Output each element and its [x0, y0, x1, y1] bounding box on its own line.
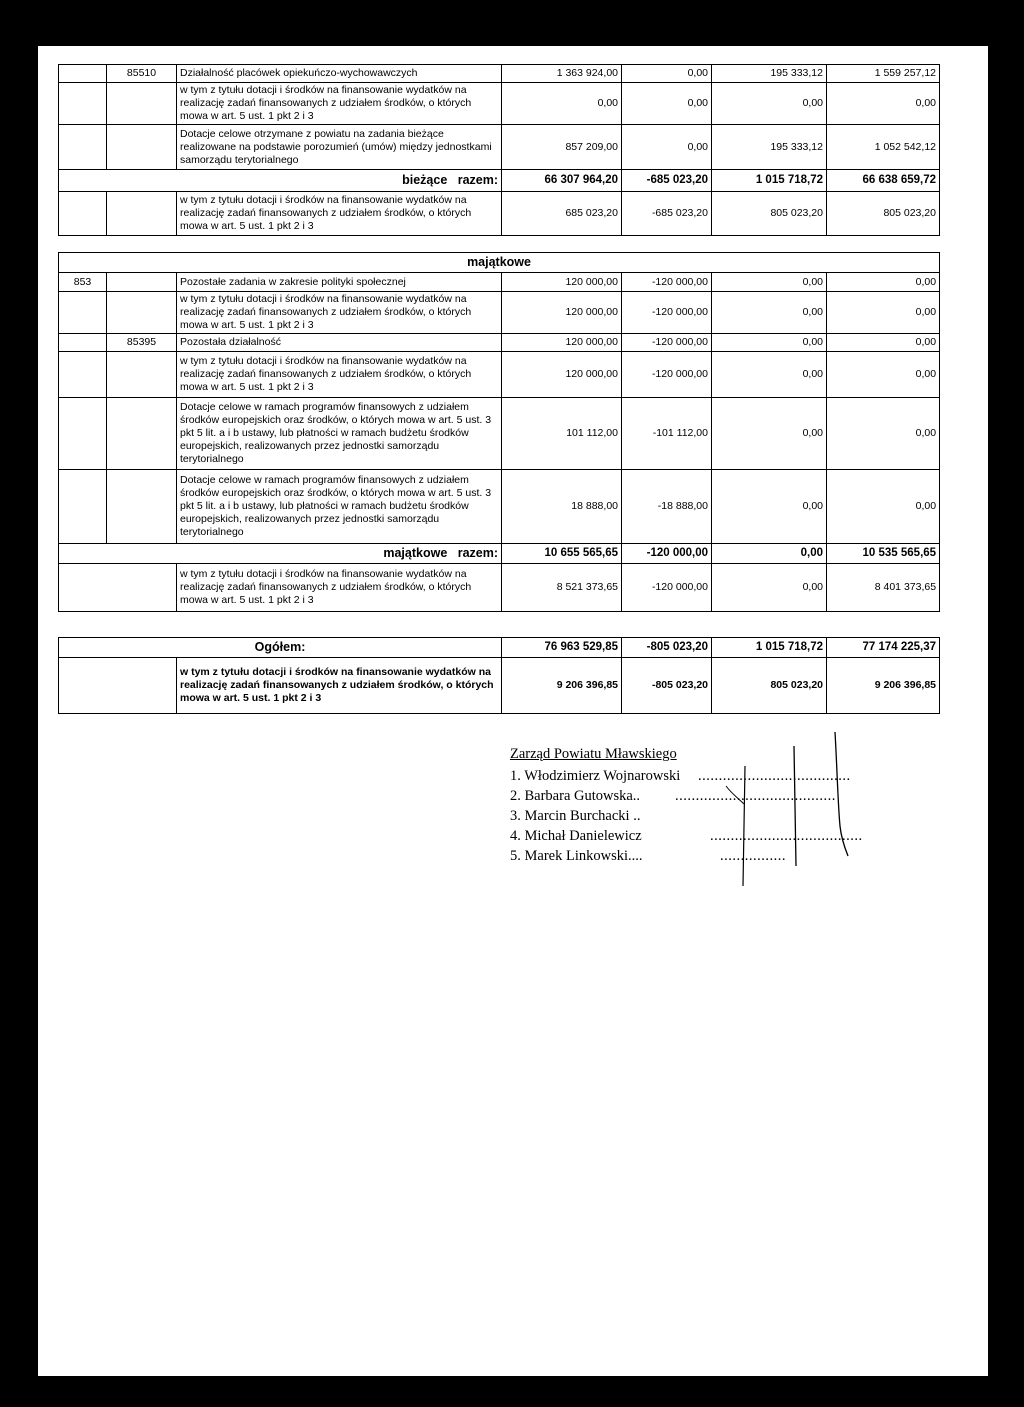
row-value-4: 0,00 — [827, 470, 940, 544]
total-label-sum: razem: — [457, 546, 498, 560]
row-value-4: 0,00 — [827, 83, 940, 125]
row-value-2: 0,00 — [622, 83, 712, 125]
row-value-4: 1 559 257,12 — [827, 65, 940, 83]
row-code — [107, 292, 177, 334]
row-value-3: 0,00 — [712, 83, 827, 125]
row-code — [107, 352, 177, 398]
row-description: Działalność placówek opiekuńczo-wychowawczych — [177, 65, 502, 83]
row-value-1: 101 112,00 — [502, 398, 622, 470]
row-description: Dotacje celowe otrzymane z powiatu na zadania bieżące realizowane na podstawie porozumień (umów) między jednostkami samorządu terytorialnego — [177, 125, 502, 170]
total-value-2: -120 000,00 — [622, 544, 712, 564]
row-code: 85510 — [107, 65, 177, 83]
signature-row — [510, 806, 680, 826]
row-value-4: 9 206 396,85 — [827, 658, 940, 714]
row-value-3: 0,00 — [712, 564, 827, 612]
total-value-3: 1 015 718,72 — [712, 170, 827, 192]
row-value-2: 0,00 — [622, 125, 712, 170]
grand-total-sub-row — [59, 658, 940, 714]
signature-dots: ................ — [720, 848, 786, 864]
member-name: 1. Włodzimierz Wojnarowski — [510, 768, 681, 784]
row-value-3: 0,00 — [712, 470, 827, 544]
row-description: Pozostała działalność — [177, 334, 502, 352]
row-value-2: -101 112,00 — [622, 398, 712, 470]
row-value-1: 18 888,00 — [502, 470, 622, 544]
table-row — [59, 352, 940, 398]
row-value-3: 0,00 — [712, 352, 827, 398]
row-value-1: 120 000,00 — [502, 292, 622, 334]
row-value-2: 0,00 — [622, 65, 712, 83]
row-dzial — [59, 334, 107, 352]
table-row — [59, 470, 940, 544]
table-row — [59, 83, 940, 125]
grand-total-row — [59, 638, 940, 658]
row-value-2: -18 888,00 — [622, 470, 712, 544]
table-row — [59, 273, 940, 292]
total-sub-row — [59, 564, 940, 612]
row-value-3: 0,00 — [712, 292, 827, 334]
section-title: majątkowe — [59, 253, 940, 273]
grand-total-label: Ogółem: — [59, 638, 502, 658]
row-value-1: 9 206 396,85 — [502, 658, 622, 714]
row-value-1: 1 363 924,00 — [502, 65, 622, 83]
table-row — [59, 125, 940, 170]
row-value-4: 805 023,20 — [827, 192, 940, 236]
row-value-1: 120 000,00 — [502, 273, 622, 292]
row-value-4: 0,00 — [827, 292, 940, 334]
signature-row — [510, 826, 863, 846]
row-dzial — [59, 292, 107, 334]
row-value-3: 0,00 — [712, 334, 827, 352]
current-expenses-table — [58, 64, 940, 236]
total-label-type: majątkowe — [383, 546, 448, 560]
row-value-3: 195 333,12 — [712, 125, 827, 170]
total-value-2: -805 023,20 — [622, 638, 712, 658]
row-value-3: 805 023,20 — [712, 658, 827, 714]
document-page — [38, 46, 988, 1376]
row-description: w tym z tytułu dotacji i środków na finansowanie wydatków na realizację zadań finansowanych z udziałem środków, o których mowa w art. 5 ust. 1 pkt 2 i 3 — [177, 292, 502, 334]
row-value-2: -805 023,20 — [622, 658, 712, 714]
total-value-3: 0,00 — [712, 544, 827, 564]
total-value-2: -685 023,20 — [622, 170, 712, 192]
total-label-type: bieżące — [402, 173, 448, 187]
row-description: w tym z tytułu dotacji i środków na finansowanie wydatków na realizację zadań finansowanych z udziałem środków, o których mowa w art. 5 ust. 1 pkt 2 i 3 — [177, 564, 502, 612]
signature-dots: ..................................... — [710, 828, 863, 844]
row-dzial — [59, 352, 107, 398]
row-dzial — [59, 470, 107, 544]
row-value-3: 195 333,12 — [712, 65, 827, 83]
table-row — [59, 398, 940, 470]
row-description: w tym z tytułu dotacji i środków na finansowanie wydatków na realizację zadań finansowanych z udziałem środków, o których mowa w art. 5 ust. 1 pkt 2 i 3 — [177, 658, 502, 714]
row-code — [107, 398, 177, 470]
signature-block — [510, 744, 863, 866]
row-value-1: 8 521 373,65 — [502, 564, 622, 612]
row-code — [107, 273, 177, 292]
signature-dots: ....................................... — [675, 788, 836, 804]
signature-row — [510, 786, 836, 806]
member-name: 5. Marek Linkowski.... — [510, 848, 643, 864]
row-value-4: 1 052 542,12 — [827, 125, 940, 170]
total-value-1: 66 307 964,20 — [502, 170, 622, 192]
row-value-1: 120 000,00 — [502, 334, 622, 352]
row-value-2: -120 000,00 — [622, 352, 712, 398]
member-name: 2. Barbara Gutowska.. — [510, 788, 641, 804]
total-row — [59, 170, 940, 192]
signature-row — [510, 846, 786, 866]
total-value-1: 10 655 565,65 — [502, 544, 622, 564]
row-value-2: -120 000,00 — [622, 564, 712, 612]
row-description: w tym z tytułu dotacji i środków na finansowanie wydatków na realizację zadań finansowanych z udziałem środków, o których mowa w art. 5 ust. 1 pkt 2 i 3 — [177, 192, 502, 236]
board-title: Zarząd Powiatu Mławskiego — [510, 746, 677, 762]
total-value-4: 10 535 565,65 — [827, 544, 940, 564]
table-row — [59, 292, 940, 334]
member-name: 3. Marcin Burchacki .. — [510, 808, 641, 824]
row-value-4: 8 401 373,65 — [827, 564, 940, 612]
total-value-1: 76 963 529,85 — [502, 638, 622, 658]
member-name: 4. Michał Danielewicz — [510, 828, 642, 844]
table-row — [59, 334, 940, 352]
row-dzial — [59, 398, 107, 470]
row-dzial: 853 — [59, 273, 107, 292]
row-description: Dotacje celowe w ramach programów finansowych z udziałem środków europejskich oraz środków, o których mowa w art. 5 ust. 3 pkt 5 lit. a i b ustawy, lub płatności w ramach budżetu środków europejskich, realizowanych przez jednostki samorządu terytorialnego — [177, 470, 502, 544]
row-description: w tym z tytułu dotacji i środków na finansowanie wydatków na realizację zadań finansowanych z udziałem środków, o których mowa w art. 5 ust. 1 pkt 2 i 3 — [177, 83, 502, 125]
total-value-3: 1 015 718,72 — [712, 638, 827, 658]
signature-row — [510, 766, 851, 786]
signature-stroke — [794, 746, 796, 866]
row-description: Dotacje celowe w ramach programów finansowych z udziałem środków europejskich oraz środków, o których mowa w art. 5 ust. 3 pkt 5 lit. a i b ustawy, lub płatności w ramach budżetu środków europejskich, realizowanych przez jednostki samorządu terytorialnego — [177, 398, 502, 470]
row-code: 85395 — [107, 334, 177, 352]
signature-dots: ..................................... — [698, 768, 851, 784]
capital-expenses-table — [58, 252, 940, 612]
row-value-4: 0,00 — [827, 273, 940, 292]
row-code — [107, 470, 177, 544]
row-value-1: 857 209,00 — [502, 125, 622, 170]
section-header-row — [59, 253, 940, 273]
row-value-3: 0,00 — [712, 398, 827, 470]
total-value-4: 66 638 659,72 — [827, 170, 940, 192]
row-value-1: 0,00 — [502, 83, 622, 125]
total-row — [59, 544, 940, 564]
row-value-3: 805 023,20 — [712, 192, 827, 236]
grand-total-table — [58, 637, 940, 714]
row-value-1: 685 023,20 — [502, 192, 622, 236]
row-description: w tym z tytułu dotacji i środków na finansowanie wydatków na realizację zadań finansowanych z udziałem środków, o których mowa w art. 5 ust. 1 pkt 2 i 3 — [177, 352, 502, 398]
row-description: Pozostałe zadania w zakresie polityki społecznej — [177, 273, 502, 292]
table-row — [59, 65, 940, 83]
row-value-3: 0,00 — [712, 273, 827, 292]
row-value-4: 0,00 — [827, 334, 940, 352]
total-label-sum: razem: — [457, 173, 498, 187]
row-value-2: -685 023,20 — [622, 192, 712, 236]
total-value-4: 77 174 225,37 — [827, 638, 940, 658]
row-value-2: -120 000,00 — [622, 273, 712, 292]
row-value-4: 0,00 — [827, 352, 940, 398]
row-value-2: -120 000,00 — [622, 292, 712, 334]
row-value-4: 0,00 — [827, 398, 940, 470]
total-sub-row — [59, 192, 940, 236]
row-value-1: 120 000,00 — [502, 352, 622, 398]
row-value-2: -120 000,00 — [622, 334, 712, 352]
